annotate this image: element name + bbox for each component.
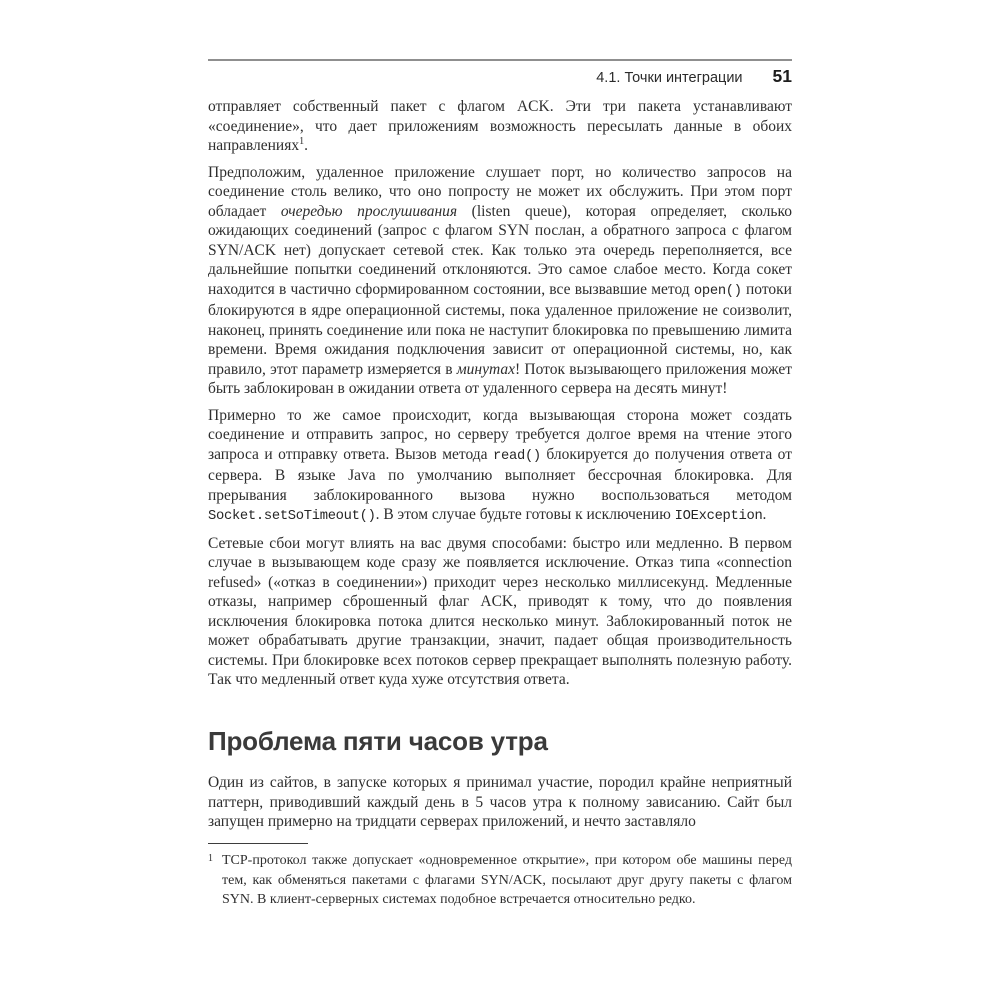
text-run: . — [762, 506, 767, 523]
footnote-area — [208, 843, 792, 910]
header-row — [208, 66, 792, 87]
inline-code: IOException — [674, 509, 763, 524]
text-run: (listen queue), которая определяет, сколько ожидающих соединений (запрос с флагом SYN послан, а обратного запроса с флагом SYN/ACK нет) допускает сетевой стек. Как только эта очередь переполняется, все дальнейшие попытки соединений отклоняются. Это самое слабое место. Когда сокет находится в частично сформированном состоянии, все вызвавшие метод — [208, 202, 792, 298]
text-run: блокируется до получения ответа от сервера. В языке Java по умолчанию выполняет бессрочная блокировка. Для прерывания заблокированного вызова нужно воспользоваться методом — [208, 445, 792, 504]
section-heading: Проблема пяти часов утра — [208, 726, 548, 756]
footnote-marker: 1 — [208, 853, 213, 864]
italic-text: минутах — [456, 360, 516, 378]
running-section-title: 4.1. Точки интеграции — [596, 70, 743, 86]
italic-text: очередью прослушивания — [280, 202, 458, 220]
text-run: . — [304, 137, 308, 154]
header-rule — [208, 59, 792, 61]
paragraph — [208, 773, 792, 832]
footnote — [208, 851, 792, 910]
text-run: Примерно то же самое происходит, когда вызывающая сторона может создать соединение и отправить запрос, но серверу требуется долгое время на чтение этого запроса и отправку ответа. Вызов метода — [208, 406, 792, 463]
text-run: TCP-протокол также допускает «одновременное открытие», при котором обе машины перед тем, как обменяться пакетами с флагами SYN/ACK, посылают друг другу пакеты с флагом SYN. В клиент-серверных системах подобное встречается относительно редко. — [222, 853, 792, 907]
footnote-separator — [208, 843, 308, 844]
inline-code: open() — [693, 283, 742, 299]
page-number: 51 — [772, 66, 792, 86]
inline-code: Socket.setSoTimeout() — [208, 509, 376, 524]
text-run: Предположим, удаленное приложение слушает порт, но количество запросов на соединение столь велико, что оно попросту не может их обслужить. При этом порт обладает — [208, 163, 792, 220]
text-run: ! Поток вызывающего приложения может быть заблокирован в ожидании ответа от удаленного сервера на десять минут! — [208, 360, 792, 397]
text-run: Один из сайтов, в запуске которых я принимал участие, породил крайне неприятный паттерн, приводивший каждый день в 5 часов утра к полному зависанию. Сайт был запущен примерно на тридцати серверах приложений, и нечто заставляло — [208, 774, 792, 830]
body-text — [208, 97, 792, 697]
paragraph — [208, 406, 792, 527]
inline-code: read() — [493, 448, 541, 464]
paragraph — [208, 534, 792, 690]
subsection — [208, 722, 792, 839]
paragraph — [208, 163, 792, 399]
footnote-text — [222, 853, 792, 907]
footnote-reference: 1 — [299, 135, 305, 147]
page-header — [208, 59, 792, 87]
text-run: Сетевые сбои могут влиять на вас двумя способами: быстро или медленно. В первом случае в вызывающем коде сразу же появляется исключение. Отказ типа «connection refused» («отказ в соединении») приходит через несколько миллисекунд. Медленные отказы, например сброшенный флаг ACK, приводят к тому, что до появления исключения блокировка потока длится несколько минут. Заблокированный поток не может обрабатывать другие транзакции, значит, падает общая производительность системы. При блокировке всех потоков сервер прекращает выполнять полезную работу. Так что медленный ответ куда хуже отсутствия ответа. — [208, 534, 792, 688]
text-run: отправляет собственный пакет с флагом ACK. Эти три пакета устанавливают «соединение», что дает приложениям возможность пересылать данные в обоих направлениях — [208, 98, 792, 154]
paragraph — [208, 97, 792, 156]
text-run: потоки блокируются в ядре операционной системы, пока удаленное приложение не соизволит, наконец, принять соединение или пока не наступит блокировка по превышению лимита времени. Время ожидания подключения зависит от операционной системы, но, как правило, этот параметр измеряется в — [208, 280, 792, 378]
text-run: . В этом случае будьте готовы к исключению — [375, 506, 675, 523]
